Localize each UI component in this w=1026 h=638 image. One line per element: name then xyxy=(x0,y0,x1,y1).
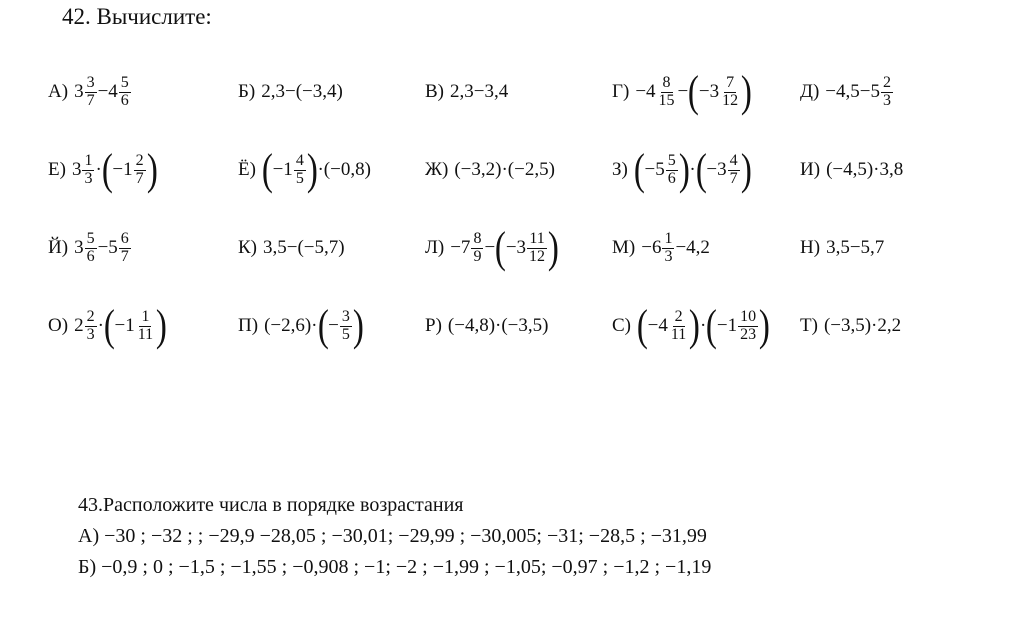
fraction-numerator: 2 xyxy=(135,151,144,169)
expression-text: −4,2 xyxy=(675,237,710,258)
fraction-denominator: 3 xyxy=(84,169,93,187)
expression-text: 3,5−5,7 xyxy=(826,237,885,258)
exercise-item xyxy=(425,62,508,122)
fraction xyxy=(85,75,97,110)
fraction-numerator: 5 xyxy=(667,151,676,169)
fraction-denominator: 12 xyxy=(722,91,739,109)
fraction-numerator: 1 xyxy=(84,151,93,169)
task-43-section xyxy=(78,490,711,583)
fraction-denominator: 15 xyxy=(658,91,675,109)
expression-text: −3 xyxy=(698,81,720,102)
fraction-denominator: 3 xyxy=(86,325,95,343)
expression-text: (−4,5)·3,8 xyxy=(826,159,904,180)
expression-text: · xyxy=(95,159,102,180)
exercise-item xyxy=(800,218,884,278)
fraction xyxy=(471,231,483,266)
expression-text: −4 xyxy=(635,81,656,102)
expression-text: −5 xyxy=(644,159,665,180)
parenthesis: ) xyxy=(156,301,167,350)
fraction xyxy=(85,309,97,344)
parenthesis: ) xyxy=(689,301,701,350)
fraction-numerator: 4 xyxy=(295,151,304,169)
fraction-denominator: 5 xyxy=(341,325,350,343)
expression-text: − xyxy=(484,237,496,258)
expression-text: ·(−0,8) xyxy=(317,159,371,180)
parenthesis: ( xyxy=(317,301,329,350)
parenthesis: ) xyxy=(547,223,559,272)
expression-text: −3 xyxy=(706,159,727,180)
exercise-item xyxy=(238,296,364,356)
parenthesis: ) xyxy=(758,301,770,350)
exercise-item xyxy=(48,296,167,356)
expression-text: −1 xyxy=(716,315,738,336)
fraction xyxy=(720,75,740,110)
parenthesis: ( xyxy=(103,301,115,350)
fraction-denominator: 7 xyxy=(135,169,144,187)
parenthesis: ) xyxy=(740,145,752,194)
parenthesis: ( xyxy=(636,301,648,350)
expression-text: −4,5−5 xyxy=(825,81,880,102)
task-43-line-b: Б) −0,9 ; 0 ; −1,5 ; −1,55 ; −0,908 ; −1; −2 ; −1,99 ; −1,05; −0,97 ; −1,2 ; −1,19 xyxy=(78,556,712,578)
exercise-label: Б) xyxy=(238,81,256,102)
expression-text: · xyxy=(689,159,696,180)
fraction-numerator: 11 xyxy=(529,229,545,247)
exercise-label: П) xyxy=(238,315,259,336)
fraction xyxy=(294,153,306,188)
expression-text: 2 xyxy=(74,315,84,336)
expression-text: (−3,2)·(−2,5) xyxy=(454,159,555,180)
fraction xyxy=(82,153,94,188)
fraction-numerator: 5 xyxy=(120,73,129,91)
expression-text: 3 xyxy=(74,81,84,102)
fraction-denominator: 11 xyxy=(137,325,154,343)
fraction xyxy=(738,309,758,344)
expression-text: −5 xyxy=(97,237,118,258)
exercise-label: И) xyxy=(800,159,821,180)
fraction-numerator: 6 xyxy=(120,229,129,247)
parenthesis: ( xyxy=(695,145,707,194)
expression-text: −4 xyxy=(97,81,118,102)
expression-text: −6 xyxy=(641,237,662,258)
fraction xyxy=(728,153,740,188)
fraction-numerator: 7 xyxy=(726,73,735,91)
task-43-title: 43.Расположите числа в порядке возрастания xyxy=(78,494,464,516)
fraction-denominator: 9 xyxy=(473,247,482,265)
fraction xyxy=(669,309,688,344)
exercise-label: М) xyxy=(612,237,636,258)
exercise-label: В) xyxy=(425,81,444,102)
expression-text: · xyxy=(97,315,104,336)
task-43-line-a: А) −30 ; −32 ; ; −29,9 −28,05 ; −30,01; −29,99 ; −30,005; −31; −28,5 ; −31,99 xyxy=(78,525,707,547)
fraction xyxy=(657,75,677,110)
expression-text: 3 xyxy=(71,159,82,180)
expression-text: −4 xyxy=(647,315,668,336)
exercise-label: К) xyxy=(238,237,257,258)
fraction-numerator: 8 xyxy=(662,73,671,91)
expression-text: (−3,5)·2,2 xyxy=(823,315,902,336)
exercise-item xyxy=(238,62,343,122)
expression-text: −7 xyxy=(450,237,471,258)
parenthesis: ) xyxy=(146,145,158,194)
parenthesis: ( xyxy=(261,145,273,194)
fraction-denominator: 23 xyxy=(740,325,757,343)
fraction-denominator: 3 xyxy=(664,247,673,265)
parenthesis: ( xyxy=(688,67,700,116)
exercise-label: Н) xyxy=(800,237,821,258)
exercise-label: О) xyxy=(48,315,69,336)
fraction-numerator: 2 xyxy=(882,73,891,91)
fraction-denominator: 6 xyxy=(86,247,95,265)
exercise-label: Л) xyxy=(425,237,445,258)
fraction xyxy=(134,153,146,188)
parenthesis: ( xyxy=(633,145,645,194)
expression-text: 3,5−(−5,7) xyxy=(263,237,345,258)
fraction-denominator: 6 xyxy=(120,91,129,109)
exercise-item xyxy=(612,62,752,122)
exercise-item xyxy=(48,62,132,122)
fraction xyxy=(527,231,547,266)
expression-text: 3 xyxy=(74,237,84,258)
task-42-title: 42. Вычислите: xyxy=(62,4,212,29)
fraction-numerator: 4 xyxy=(729,151,738,169)
exercise-label: З) xyxy=(612,159,628,180)
parenthesis: ) xyxy=(678,145,690,194)
fraction xyxy=(666,153,678,188)
fraction xyxy=(136,309,155,344)
fraction-numerator: 8 xyxy=(473,229,482,247)
exercise-item xyxy=(48,218,132,278)
parenthesis: ) xyxy=(306,145,318,194)
expression-text: 2,3−(−3,4) xyxy=(261,81,343,102)
exercise-item xyxy=(612,218,710,278)
fraction-numerator: 1 xyxy=(664,229,673,247)
exercise-label: Т) xyxy=(800,315,818,336)
exercise-item xyxy=(238,140,371,200)
fraction-denominator: 11 xyxy=(670,325,687,343)
exercise-item xyxy=(612,140,751,200)
parenthesis: ( xyxy=(494,223,506,272)
fraction xyxy=(119,231,131,266)
fraction xyxy=(85,231,97,266)
exercise-label: Е) xyxy=(48,159,66,180)
fraction-denominator: 6 xyxy=(667,169,676,187)
exercise-item xyxy=(612,296,770,356)
exercise-item xyxy=(425,140,555,200)
fraction-numerator: 2 xyxy=(674,307,683,325)
parenthesis: ( xyxy=(101,145,113,194)
fraction-numerator: 3 xyxy=(86,73,95,91)
fraction-numerator: 2 xyxy=(86,307,95,325)
fraction xyxy=(340,309,352,344)
exercise-item xyxy=(425,296,548,356)
fraction-denominator: 3 xyxy=(882,91,891,109)
exercise-label: С) xyxy=(612,315,631,336)
fraction-denominator: 7 xyxy=(86,91,95,109)
fraction xyxy=(881,75,893,110)
expression-text: (−4,8)·(−3,5) xyxy=(447,315,549,336)
expression-text: (−2,6)· xyxy=(264,315,318,336)
expression-text: −1 xyxy=(114,315,135,336)
fraction xyxy=(662,231,674,266)
exercise-label: А) xyxy=(48,81,69,102)
fraction-numerator: 5 xyxy=(86,229,95,247)
exercise-label: Ё) xyxy=(238,159,256,180)
fraction-denominator: 7 xyxy=(120,247,129,265)
exercise-label: Й) xyxy=(48,237,69,258)
exercise-label: Д) xyxy=(800,81,820,102)
parenthesis: ) xyxy=(352,301,364,350)
expression-text: 2,3−3,4 xyxy=(450,81,509,102)
expression-text: −1 xyxy=(112,159,133,180)
exercise-label: Р) xyxy=(425,315,442,336)
fraction-denominator: 5 xyxy=(295,169,304,187)
fraction-denominator: 12 xyxy=(529,247,546,265)
expression-text: − xyxy=(328,315,339,336)
fraction xyxy=(119,75,131,110)
exercise-item xyxy=(800,62,894,122)
exercise-item xyxy=(238,218,345,278)
parenthesis: ( xyxy=(706,301,718,350)
exercise-label: Ж) xyxy=(425,159,449,180)
fraction-numerator: 1 xyxy=(141,307,150,325)
fraction-denominator: 7 xyxy=(729,169,738,187)
exercise-item xyxy=(800,140,903,200)
expression-text: −1 xyxy=(272,159,293,180)
expression-text: · xyxy=(699,315,707,336)
exercise-label: Г) xyxy=(612,81,630,102)
expression-text: −3 xyxy=(505,237,527,258)
fraction-numerator: 10 xyxy=(740,307,757,325)
exercise-item xyxy=(48,140,157,200)
exercise-item xyxy=(425,218,559,278)
expression-text: − xyxy=(677,81,689,102)
parenthesis: ) xyxy=(740,67,752,116)
exercise-item xyxy=(800,296,901,356)
fraction-numerator: 3 xyxy=(341,307,350,325)
